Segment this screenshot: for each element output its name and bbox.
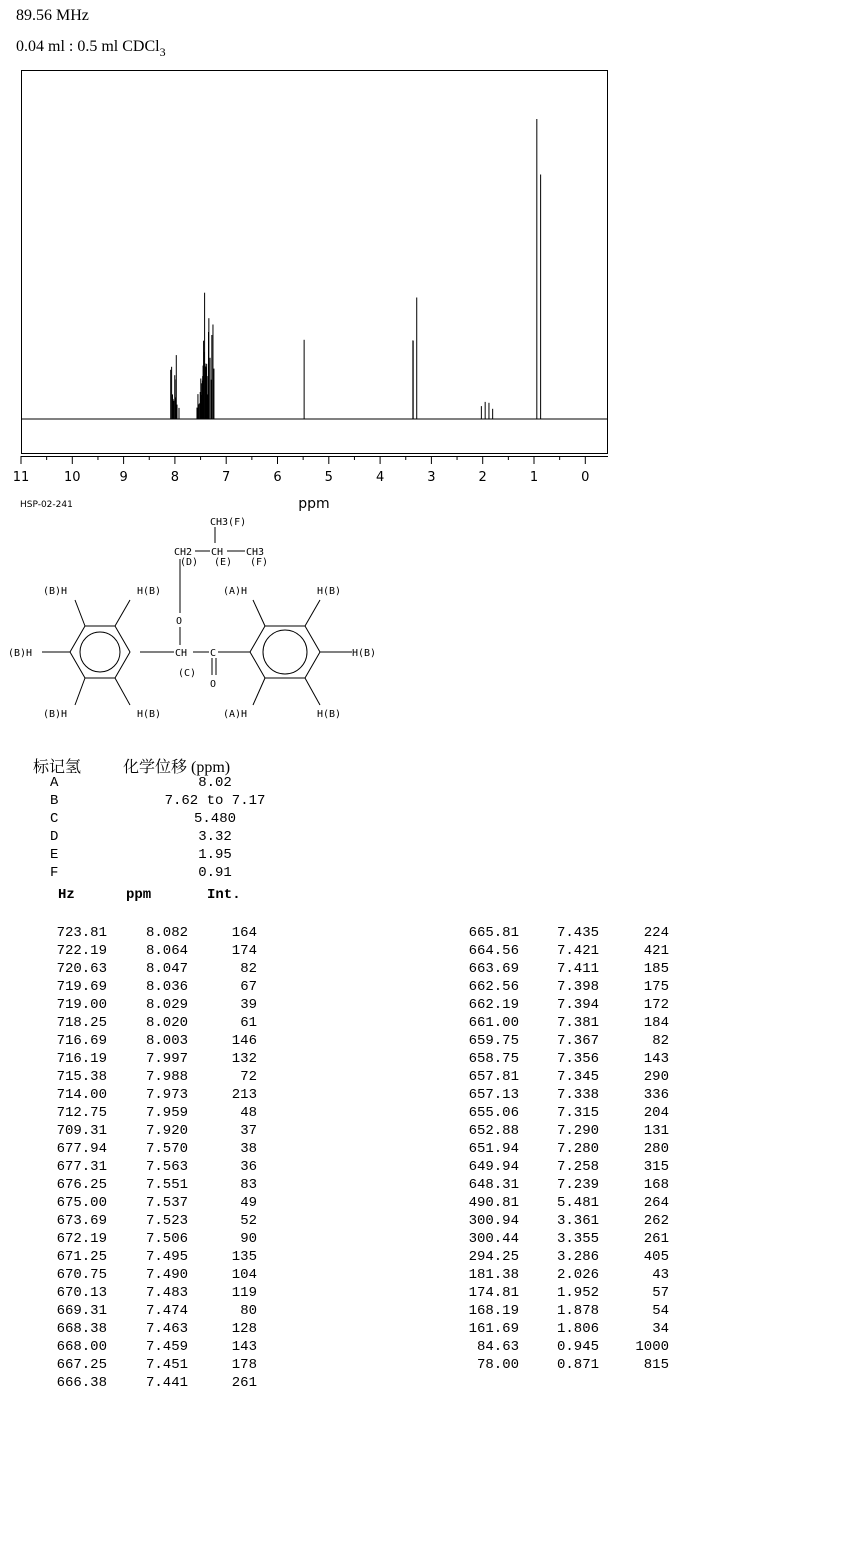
peak-ppm: 7.490 <box>145 1267 188 1283</box>
structure-c-carbonyl: C <box>210 648 217 659</box>
bond-left-h5 <box>115 678 130 705</box>
peak-hz: 300.94 <box>468 1213 519 1229</box>
peak-int: 104 <box>231 1267 257 1283</box>
x-tick-label: 3 <box>427 470 436 485</box>
bond-right-h1 <box>253 600 265 626</box>
peak-int: 262 <box>643 1213 669 1229</box>
peak-ppm: 7.280 <box>556 1141 599 1157</box>
peak-hz: 652.88 <box>468 1123 519 1139</box>
peak-hz: 181.38 <box>468 1267 519 1283</box>
peak-hz: 665.81 <box>468 925 519 941</box>
peak-hz: 673.69 <box>56 1213 107 1229</box>
peak-int: 135 <box>231 1249 257 1265</box>
peak-ppm: 7.570 <box>145 1141 188 1157</box>
peak-ppm: 7.459 <box>145 1339 188 1355</box>
peak-hz: 657.81 <box>468 1069 519 1085</box>
peak-ppm: 8.036 <box>145 979 188 995</box>
peak-ppm: 7.356 <box>556 1051 599 1067</box>
peak-ppm: 7.551 <box>145 1177 188 1193</box>
left-ring-h1: (B)H <box>43 586 68 597</box>
peak-int: 72 <box>240 1069 257 1085</box>
peak-int: 67 <box>240 979 257 995</box>
peak-hz: 663.69 <box>468 961 519 977</box>
right-ring-h5: H(B) <box>317 709 342 720</box>
left-ring-h5: H(B) <box>137 709 162 720</box>
peak-hz: 720.63 <box>56 961 107 977</box>
peak-ppm: 7.474 <box>145 1303 188 1319</box>
peak-hz: 672.19 <box>56 1231 107 1247</box>
x-tick-label: 4 <box>375 470 385 485</box>
peak-ppm: 1.806 <box>556 1321 599 1337</box>
peak-int: 80 <box>240 1303 257 1319</box>
peak-ppm: 7.394 <box>556 997 599 1013</box>
x-tick-label: 1 <box>529 470 539 485</box>
peak-hz: 648.31 <box>468 1177 519 1193</box>
peak-header-hz: Hz <box>58 887 75 903</box>
bond-right-h5 <box>305 678 320 705</box>
peak-int: 43 <box>652 1267 669 1283</box>
assign-label: F <box>50 865 59 881</box>
peak-hz: 718.25 <box>56 1015 107 1031</box>
peak-int: 39 <box>240 997 257 1013</box>
assign-shift: 7.62 to 7.17 <box>164 793 266 809</box>
x-tick-label: 7 <box>222 470 231 485</box>
x-tick-label: 8 <box>170 470 180 485</box>
peak-hz: 670.75 <box>56 1267 107 1283</box>
peak-hz: 714.00 <box>56 1087 107 1103</box>
peak-ppm: 7.483 <box>145 1285 188 1301</box>
structure-ch: CH <box>211 547 224 558</box>
peak-int: 128 <box>231 1321 257 1337</box>
peak-int: 184 <box>643 1015 669 1031</box>
bond-right-h4 <box>253 678 265 705</box>
peak-ppm: 7.506 <box>145 1231 188 1247</box>
peak-ppm: 3.286 <box>556 1249 599 1265</box>
peak-ppm: 7.435 <box>556 925 599 941</box>
peak-int: 54 <box>652 1303 669 1319</box>
peak-hz: 658.75 <box>468 1051 519 1067</box>
peak-ppm: 7.563 <box>145 1159 188 1175</box>
assign-label: E <box>50 847 59 863</box>
peak-hz: 174.81 <box>468 1285 519 1301</box>
peak-int: 421 <box>643 943 669 959</box>
spectrometer-frequency: 89.56 MHz <box>16 7 89 24</box>
peak-int: 49 <box>240 1195 257 1211</box>
bond-left-h1 <box>75 600 85 626</box>
peak-ppm: 7.345 <box>556 1069 599 1085</box>
peak-hz: 662.19 <box>468 997 519 1013</box>
peak-hz: 668.00 <box>56 1339 107 1355</box>
x-tick-label: 2 <box>478 470 487 485</box>
peak-ppm: 7.338 <box>556 1087 599 1103</box>
x-tick-label: 9 <box>119 470 128 485</box>
peak-ppm: 7.398 <box>556 979 599 995</box>
x-tick-label: 5 <box>324 470 333 485</box>
peak-hz: 722.19 <box>56 943 107 959</box>
peak-hz: 668.38 <box>56 1321 107 1337</box>
peak-hz: 719.00 <box>56 997 107 1013</box>
peak-ppm: 7.411 <box>556 961 599 977</box>
x-axis-tick-labels <box>13 470 590 485</box>
peak-ppm: 7.537 <box>145 1195 188 1211</box>
structure-ch3: CH3 <box>246 547 265 558</box>
peak-ppm: 7.239 <box>556 1177 599 1193</box>
peak-hz: 300.44 <box>468 1231 519 1247</box>
peak-int: 174 <box>231 943 257 959</box>
peak-ppm: 0.871 <box>556 1357 599 1373</box>
peak-hz: 84.63 <box>476 1339 519 1355</box>
peak-int: 224 <box>643 925 669 941</box>
right-ring-aromatic-circle <box>263 630 307 674</box>
peak-int: 1000 <box>635 1339 669 1355</box>
peak-ppm: 7.421 <box>556 943 599 959</box>
peak-hz: 715.38 <box>56 1069 107 1085</box>
peak-ppm: 7.997 <box>145 1051 188 1067</box>
peak-header-ppm: ppm <box>126 887 152 903</box>
peak-int: 290 <box>643 1069 669 1085</box>
peak-int: 280 <box>643 1141 669 1157</box>
assign-shift: 8.02 <box>198 775 232 791</box>
peak-hz: 78.00 <box>476 1357 519 1373</box>
assign-label: C <box>50 811 59 827</box>
left-ring-aromatic-circle <box>80 632 120 672</box>
peak-hz: 661.00 <box>468 1015 519 1031</box>
peak-ppm: 7.495 <box>145 1249 188 1265</box>
peak-hz: 168.19 <box>468 1303 519 1319</box>
assign-shift: 3.32 <box>198 829 232 845</box>
peak-hz: 670.13 <box>56 1285 107 1301</box>
right-ring-h1: (A)H <box>223 586 248 597</box>
peak-int: 38 <box>240 1141 257 1157</box>
peak-ppm: 8.064 <box>145 943 188 959</box>
peak-ppm: 1.878 <box>556 1303 599 1319</box>
peak-hz: 490.81 <box>468 1195 519 1211</box>
sample-id: HSP-02-241 <box>20 500 73 510</box>
right-benzene-ring <box>250 626 320 678</box>
peak-int: 405 <box>643 1249 669 1265</box>
assign-header-label: 标记氢 <box>33 759 82 776</box>
structure-ch-c: CH <box>175 648 188 659</box>
peak-ppm: 8.029 <box>145 997 188 1013</box>
assign-label: D <box>50 829 59 845</box>
peak-ppm: 7.441 <box>145 1375 188 1391</box>
assign-label: A <box>50 775 59 791</box>
peak-hz: 677.94 <box>56 1141 107 1157</box>
x-axis-label: ppm <box>298 496 330 512</box>
bond-right-h2 <box>305 600 320 626</box>
peak-ppm: 0.945 <box>556 1339 599 1355</box>
peak-hz: 716.19 <box>56 1051 107 1067</box>
structure-label-c: (C) <box>178 668 197 679</box>
assign-header-shift: 化学位移 (ppm) <box>123 759 231 776</box>
peak-int: 185 <box>643 961 669 977</box>
structure-ch3-f-top: CH3(F) <box>210 517 247 528</box>
peak-ppm: 8.082 <box>145 925 188 941</box>
left-ring-h4: (B)H <box>43 709 68 720</box>
assign-shift: 1.95 <box>198 847 232 863</box>
peak-ppm: 7.381 <box>556 1015 599 1031</box>
x-tick-label: 0 <box>581 470 590 485</box>
left-ring-h2: H(B) <box>137 586 162 597</box>
peak-hz: 666.38 <box>56 1375 107 1391</box>
peak-int: 815 <box>643 1357 669 1373</box>
peak-int: 336 <box>643 1087 669 1103</box>
peak-hz: 667.25 <box>56 1357 107 1373</box>
x-tick-label: 11 <box>12 470 30 485</box>
peak-hz: 709.31 <box>56 1123 107 1139</box>
peak-ppm: 7.920 <box>145 1123 188 1139</box>
peak-int: 264 <box>643 1195 669 1211</box>
peak-ppm: 7.315 <box>556 1105 599 1121</box>
peak-int: 37 <box>240 1123 257 1139</box>
molecular-structure <box>0 505 400 730</box>
solvent-subscript: 3 <box>159 45 166 59</box>
assign-shift: 0.91 <box>198 865 232 881</box>
peak-int: 119 <box>231 1285 257 1301</box>
peak-ppm: 7.463 <box>145 1321 188 1337</box>
structure-label-f: (F) <box>250 557 269 568</box>
peak-int: 132 <box>231 1051 257 1067</box>
peak-int: 57 <box>652 1285 669 1301</box>
peak-hz: 675.00 <box>56 1195 107 1211</box>
peak-int: 131 <box>643 1123 669 1139</box>
peak-ppm: 8.047 <box>145 961 188 977</box>
bond-left-h4 <box>75 678 85 705</box>
peak-ppm: 7.973 <box>145 1087 188 1103</box>
structure-label-e: (E) <box>214 557 233 568</box>
peak-int: 261 <box>231 1375 257 1391</box>
right-ring-h3: H(B) <box>352 648 377 659</box>
peak-ppm: 7.367 <box>556 1033 599 1049</box>
peak-hz: 671.25 <box>56 1249 107 1265</box>
peak-ppm: 8.003 <box>145 1033 188 1049</box>
structure-o-carbonyl: O <box>210 679 217 690</box>
peak-ppm: 7.988 <box>145 1069 188 1085</box>
peak-int: 82 <box>652 1033 669 1049</box>
peak-ppm: 7.290 <box>556 1123 599 1139</box>
peak-hz: 723.81 <box>56 925 107 941</box>
peak-ppm: 7.258 <box>556 1159 599 1175</box>
x-tick-label: 6 <box>273 470 282 485</box>
peak-int: 48 <box>240 1105 257 1121</box>
structure-o-ether: O <box>176 616 183 627</box>
peak-hz: 655.06 <box>468 1105 519 1121</box>
bond-left-h2 <box>115 600 130 626</box>
peak-int: 164 <box>231 925 257 941</box>
peak-int: 90 <box>240 1231 257 1247</box>
peak-ppm: 5.481 <box>556 1195 599 1211</box>
peak-ppm: 3.361 <box>556 1213 599 1229</box>
peak-int: 168 <box>643 1177 669 1193</box>
peak-int: 52 <box>240 1213 257 1229</box>
solvent-info <box>16 38 166 60</box>
right-ring-h4: (A)H <box>223 709 248 720</box>
peak-hz: 676.25 <box>56 1177 107 1193</box>
peak-int: 204 <box>643 1105 669 1121</box>
spectrum-peaks <box>171 119 541 419</box>
peak-header-int: Int. <box>207 887 241 903</box>
peak-hz: 664.56 <box>468 943 519 959</box>
peak-ppm: 8.020 <box>145 1015 188 1031</box>
left-benzene-ring <box>70 626 130 678</box>
peak-int: 61 <box>240 1015 257 1031</box>
peak-hz: 659.75 <box>468 1033 519 1049</box>
peak-int: 178 <box>231 1357 257 1373</box>
peak-int: 82 <box>240 961 257 977</box>
structure-label-d: (D) <box>180 557 199 568</box>
x-tick-label: 10 <box>64 470 81 485</box>
peak-int: 143 <box>643 1051 669 1067</box>
peak-int: 315 <box>643 1159 669 1175</box>
peak-ppm: 3.355 <box>556 1231 599 1247</box>
nmr-spectrum-chart <box>0 60 850 520</box>
assign-shift: 5.480 <box>193 811 236 827</box>
right-ring-h2: H(B) <box>317 586 342 597</box>
peak-int: 143 <box>231 1339 257 1355</box>
peak-int: 83 <box>240 1177 257 1193</box>
peak-ppm: 7.523 <box>145 1213 188 1229</box>
peak-hz: 649.94 <box>468 1159 519 1175</box>
peak-hz: 294.25 <box>468 1249 519 1265</box>
peak-int: 172 <box>643 997 669 1013</box>
peak-int: 175 <box>643 979 669 995</box>
peak-hz: 662.56 <box>468 979 519 995</box>
peak-hz: 669.31 <box>56 1303 107 1319</box>
peak-int: 146 <box>231 1033 257 1049</box>
peak-ppm: 7.451 <box>145 1357 188 1373</box>
peak-hz: 677.31 <box>56 1159 107 1175</box>
plot-frame <box>22 71 608 454</box>
structure-ch2: CH2 <box>174 547 193 558</box>
peak-hz: 161.69 <box>468 1321 519 1337</box>
assign-label: B <box>50 793 59 809</box>
peak-ppm: 1.952 <box>556 1285 599 1301</box>
peak-ppm: 2.026 <box>556 1267 599 1283</box>
peak-int: 261 <box>643 1231 669 1247</box>
left-ring-h3: (B)H <box>8 648 33 659</box>
peak-hz: 651.94 <box>468 1141 519 1157</box>
peak-int: 213 <box>231 1087 257 1103</box>
peak-hz: 657.13 <box>468 1087 519 1103</box>
solvent-text: 0.04 ml : 0.5 ml CDCl <box>16 38 160 55</box>
peak-ppm: 7.959 <box>145 1105 188 1121</box>
peak-hz: 716.69 <box>56 1033 107 1049</box>
peak-hz: 712.75 <box>56 1105 107 1121</box>
peak-int: 34 <box>652 1321 669 1337</box>
peak-hz: 719.69 <box>56 979 107 995</box>
peak-int: 36 <box>240 1159 257 1175</box>
